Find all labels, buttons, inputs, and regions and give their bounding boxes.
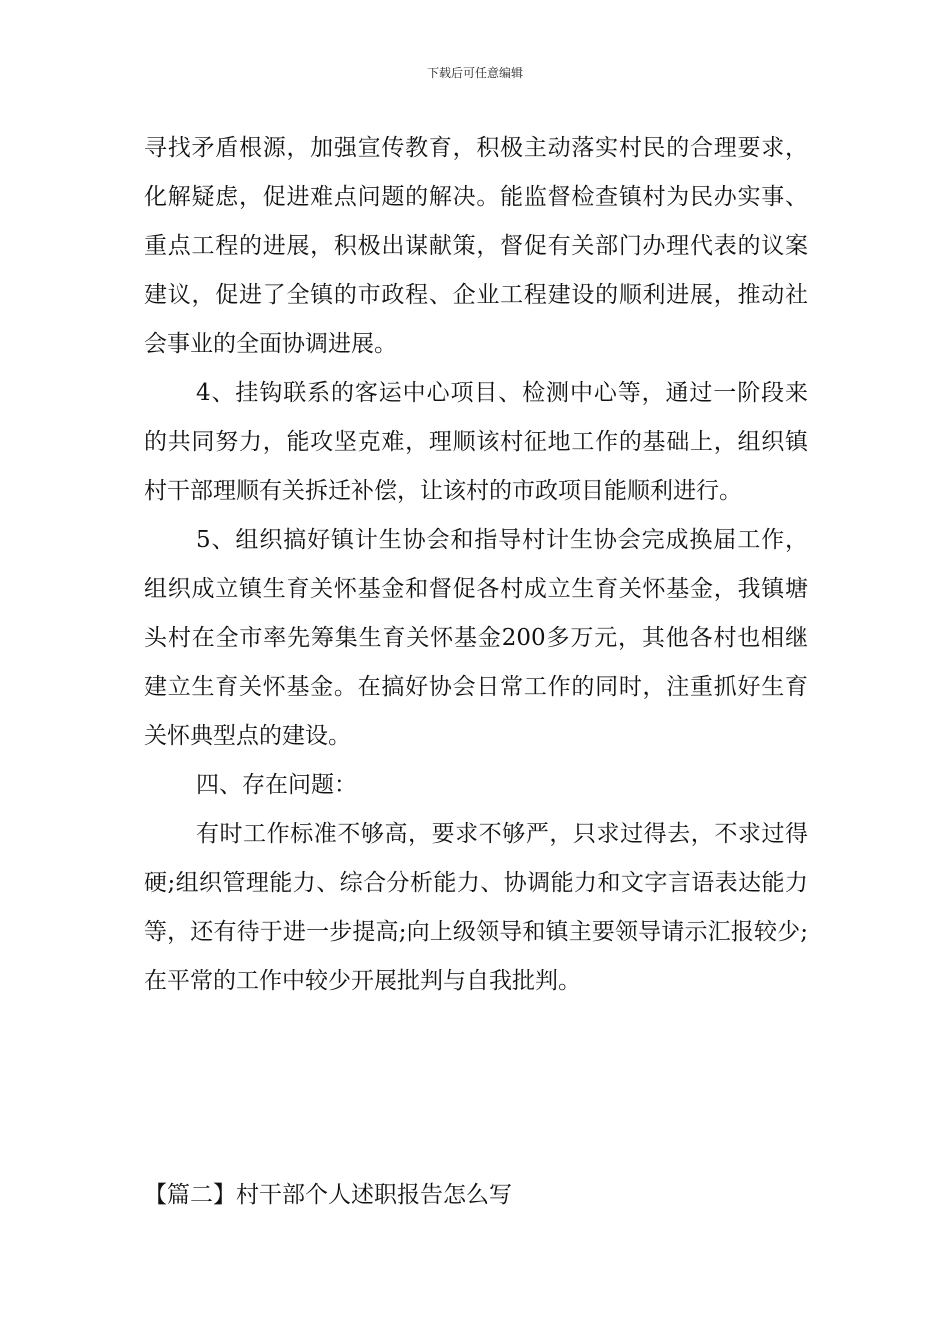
- paragraph-item-5: 5、组织搞好镇计生协会和指导村计生协会完成换届工作，组织成立镇生育关怀基金和督促各村成立生育关怀基金，我镇塘头村在全市率先筹集生育关怀基金200多万元，其他各村也相继建立生育关怀基金。在搞好协会日常工作的同时，注重抓好生育关怀典型点的建设。: [144, 527, 808, 749]
- paragraph-continuation: 寻找矛盾根源，加强宣传教育，积极主动落实村民的合理要求，化解疑虑，促进难点问题的解决。能监督检查镇村为民办实事、重点工程的进展，积极出谋献策，督促有关部门办理代表的议案建议，促进了全镇的市政程、企业工程建设的顺利进展，推动社会事业的全面协调进展。: [144, 135, 808, 357]
- paragraph-item-4: 4、挂钩联系的客运中心项目、检测中心等，通过一阶段来的共同努力，能攻坚克难，理顺该村征地工作的基础上，组织镇村干部理顺有关拆迁补偿，让该村的市政项目能顺利进行。: [144, 380, 808, 504]
- section-title: 【篇二】村干部个人述职报告怎么写: [144, 1182, 512, 1208]
- page-header: 下载后可任意编辑: [426, 66, 523, 80]
- section-heading-problems: 四、存在问题：: [196, 772, 357, 798]
- document-body: [144, 124, 808, 1006]
- paragraph-problems: 有时工作标准不够高，要求不够严，只求过得去，不求过得硬;组织管理能力、综合分析能力、协调能力和文字言语表达能力等，还有待于进一步提高;向上级领导和镇主要领导请示汇报较少;在平常的工作中较少开展批判与自我批判。: [144, 821, 808, 994]
